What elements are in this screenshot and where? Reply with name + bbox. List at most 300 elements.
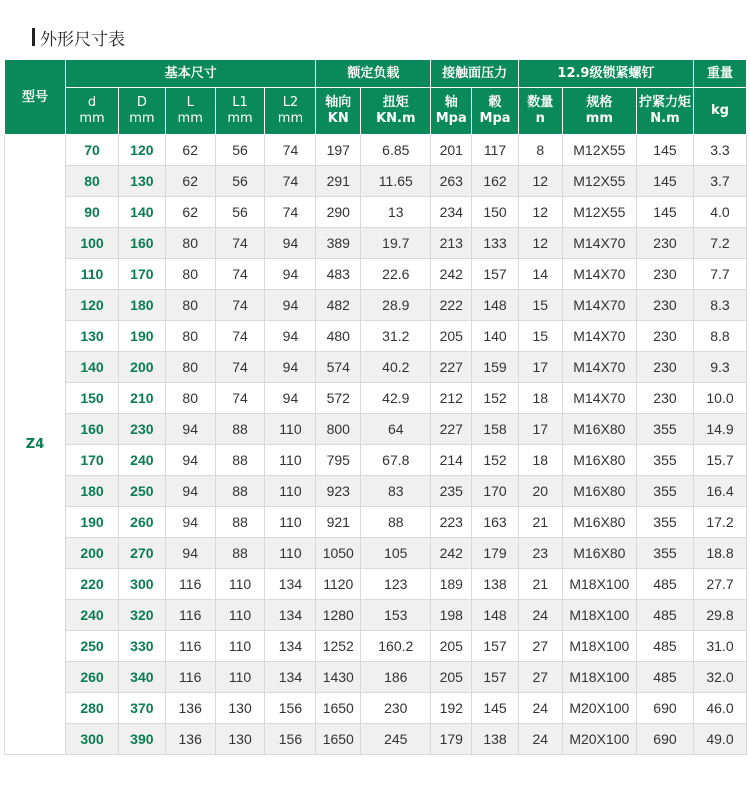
table-cell: 88	[215, 445, 265, 476]
column-header	[562, 88, 636, 135]
table-cell: 157	[472, 662, 519, 693]
table-cell: 31.0	[693, 631, 746, 662]
column-name: D	[136, 95, 147, 110]
table-cell: 263	[431, 166, 472, 197]
table-cell: 17	[518, 414, 562, 445]
column-unit: mm	[227, 111, 253, 126]
table-cell: 180	[118, 290, 165, 321]
table-row	[5, 228, 747, 259]
column-unit: KN	[327, 111, 349, 126]
table-cell: 15	[518, 290, 562, 321]
column-unit: KN.m	[376, 111, 416, 126]
table-cell: 9.3	[693, 352, 746, 383]
table-cell: 190	[66, 507, 119, 538]
column-name: 扭矩	[382, 95, 409, 110]
table-cell: 250	[118, 476, 165, 507]
table-cell: 148	[472, 290, 519, 321]
table-cell: 130	[215, 693, 265, 724]
table-cell: 42.9	[361, 383, 431, 414]
table-cell: 8.8	[693, 321, 746, 352]
table-cell: 74	[215, 228, 265, 259]
column-unit: kg	[711, 103, 729, 118]
table-cell: 88	[215, 414, 265, 445]
table-cell: 690	[636, 724, 693, 755]
table-cell: 485	[636, 600, 693, 631]
table-cell: 74	[215, 259, 265, 290]
table-cell: 24	[518, 693, 562, 724]
table-cell: 56	[215, 197, 265, 228]
table-cell: 134	[265, 662, 316, 693]
table-cell: 80	[165, 321, 215, 352]
column-header	[431, 88, 472, 135]
table-cell: 205	[431, 631, 472, 662]
table-cell: 690	[636, 693, 693, 724]
table-cell: 170	[66, 445, 119, 476]
table-cell: 15	[518, 321, 562, 352]
table-cell: 230	[361, 693, 431, 724]
column-unit: n	[535, 111, 545, 126]
column-name: 毂	[488, 95, 502, 110]
table-cell: 62	[165, 197, 215, 228]
table-cell: 133	[472, 228, 519, 259]
table-cell: 140	[118, 197, 165, 228]
column-header	[518, 88, 562, 135]
table-cell: M20X100	[562, 693, 636, 724]
table-cell: 40.2	[361, 352, 431, 383]
column-header	[361, 88, 431, 135]
table-cell: 140	[472, 321, 519, 352]
table-row	[5, 445, 747, 476]
table-cell: 480	[316, 321, 361, 352]
table-cell: 74	[215, 321, 265, 352]
table-row	[5, 538, 747, 569]
table-cell: 110	[265, 538, 316, 569]
table-row	[5, 197, 747, 228]
table-row	[5, 724, 747, 755]
table-cell: 190	[118, 321, 165, 352]
column-header	[165, 88, 215, 135]
table-cell: 134	[265, 569, 316, 600]
column-unit: mm	[79, 111, 105, 126]
table-cell: 389	[316, 228, 361, 259]
table-cell: 88	[215, 476, 265, 507]
column-header	[265, 88, 316, 135]
table-cell: 250	[66, 631, 119, 662]
table-cell: 280	[66, 693, 119, 724]
table-cell: 80	[165, 352, 215, 383]
table-cell: M14X70	[562, 259, 636, 290]
table-cell: 230	[636, 290, 693, 321]
table-cell: 192	[431, 693, 472, 724]
table-cell: 80	[165, 290, 215, 321]
table-cell: M18X100	[562, 569, 636, 600]
column-unit: mm	[177, 111, 203, 126]
column-name: 轴向	[325, 95, 352, 110]
table-cell: 110	[265, 414, 316, 445]
table-cell: 355	[636, 538, 693, 569]
table-cell: 163	[472, 507, 519, 538]
table-cell: 1650	[316, 693, 361, 724]
table-cell: 145	[636, 135, 693, 166]
column-name: 拧紧力矩	[638, 95, 691, 110]
table-cell: 110	[265, 476, 316, 507]
table-cell: 145	[636, 166, 693, 197]
table-cell: 148	[472, 600, 519, 631]
table-cell: 70	[66, 135, 119, 166]
table-cell: 1280	[316, 600, 361, 631]
column-name: 轴	[444, 95, 458, 110]
table-cell: M18X100	[562, 631, 636, 662]
table-cell: 189	[431, 569, 472, 600]
table-cell: 200	[118, 352, 165, 383]
sub-header-row	[5, 88, 747, 135]
column-name: L	[186, 95, 194, 110]
table-row	[5, 662, 747, 693]
table-cell: 13	[361, 197, 431, 228]
table-cell: 110	[215, 631, 265, 662]
table-cell: 116	[165, 600, 215, 631]
table-cell: 230	[636, 352, 693, 383]
table-cell: 74	[215, 290, 265, 321]
table-cell: 32.0	[693, 662, 746, 693]
table-cell: 230	[118, 414, 165, 445]
table-cell: 24	[518, 600, 562, 631]
table-cell: 80	[66, 166, 119, 197]
table-cell: 138	[472, 569, 519, 600]
table-cell: 28.9	[361, 290, 431, 321]
table-cell: M16X80	[562, 476, 636, 507]
table-row	[5, 352, 747, 383]
table-cell: 355	[636, 414, 693, 445]
table-cell: 94	[265, 290, 316, 321]
table-cell: M14X70	[562, 383, 636, 414]
table-cell: 120	[118, 135, 165, 166]
table-cell: 355	[636, 507, 693, 538]
table-cell: 157	[472, 631, 519, 662]
table-cell: 56	[215, 166, 265, 197]
table-cell: 482	[316, 290, 361, 321]
table-cell: 572	[316, 383, 361, 414]
table-cell: 12	[518, 197, 562, 228]
table-cell: 123	[361, 569, 431, 600]
table-cell: 162	[472, 166, 519, 197]
table-cell: 156	[265, 724, 316, 755]
column-header	[693, 88, 746, 135]
table-cell: 49.0	[693, 724, 746, 755]
table-cell: 80	[165, 383, 215, 414]
table-cell: 11.65	[361, 166, 431, 197]
table-cell: 74	[265, 135, 316, 166]
table-cell: 140	[66, 352, 119, 383]
table-cell: 291	[316, 166, 361, 197]
table-cell: 260	[66, 662, 119, 693]
table-cell: 117	[472, 135, 519, 166]
table-cell: 88	[215, 538, 265, 569]
column-unit: mm	[585, 111, 613, 126]
column-name: 数量	[527, 95, 554, 110]
table-cell: 230	[636, 321, 693, 352]
table-cell: 923	[316, 476, 361, 507]
table-cell: 330	[118, 631, 165, 662]
model-cell: Z4	[5, 135, 66, 755]
table-cell: 159	[472, 352, 519, 383]
table-cell: 370	[118, 693, 165, 724]
table-cell: 74	[215, 383, 265, 414]
table-cell: 94	[165, 445, 215, 476]
table-cell: 136	[165, 724, 215, 755]
table-cell: 94	[165, 538, 215, 569]
table-cell: 160	[118, 228, 165, 259]
table-cell: 94	[265, 321, 316, 352]
table-row	[5, 507, 747, 538]
group-pressure-header: 接触面压力	[431, 60, 519, 88]
column-header	[636, 88, 693, 135]
table-cell: 4.0	[693, 197, 746, 228]
table-cell: 150	[472, 197, 519, 228]
table-cell: M18X100	[562, 600, 636, 631]
table-cell: 355	[636, 476, 693, 507]
column-name: L1	[232, 95, 248, 110]
table-cell: 130	[215, 724, 265, 755]
table-cell: 116	[165, 662, 215, 693]
table-cell: 64	[361, 414, 431, 445]
table-cell: 16.4	[693, 476, 746, 507]
table-cell: 1050	[316, 538, 361, 569]
table-cell: 62	[165, 166, 215, 197]
table-cell: 29.8	[693, 600, 746, 631]
table-cell: 105	[361, 538, 431, 569]
table-cell: 300	[118, 569, 165, 600]
table-cell: 230	[636, 228, 693, 259]
table-cell: 138	[472, 724, 519, 755]
table-cell: 67.8	[361, 445, 431, 476]
table-cell: 180	[66, 476, 119, 507]
section-title	[32, 25, 125, 49]
table-cell: 227	[431, 414, 472, 445]
table-cell: 22.6	[361, 259, 431, 290]
table-cell: 795	[316, 445, 361, 476]
table-cell: M20X100	[562, 724, 636, 755]
table-cell: 19.7	[361, 228, 431, 259]
column-name: 规格	[586, 95, 613, 110]
table-cell: 153	[361, 600, 431, 631]
table-cell: M12X55	[562, 135, 636, 166]
table-cell: 290	[316, 197, 361, 228]
column-unit: mm	[277, 111, 304, 126]
table-cell: 800	[316, 414, 361, 445]
table-cell: 94	[265, 259, 316, 290]
column-unit: Mpa	[435, 111, 467, 126]
table-cell: 10.0	[693, 383, 746, 414]
table-cell: 227	[431, 352, 472, 383]
table-cell: 197	[316, 135, 361, 166]
table-cell: 240	[118, 445, 165, 476]
table-cell: 157	[472, 259, 519, 290]
table-cell: 18	[518, 445, 562, 476]
table-row	[5, 383, 747, 414]
table-cell: 110	[215, 569, 265, 600]
table-cell: 1252	[316, 631, 361, 662]
table-cell: 94	[165, 507, 215, 538]
table-cell: 100	[66, 228, 119, 259]
table-cell: 179	[431, 724, 472, 755]
table-cell: 156	[265, 693, 316, 724]
table-cell: 80	[165, 228, 215, 259]
table-cell: 320	[118, 600, 165, 631]
table-cell: M16X80	[562, 445, 636, 476]
table-cell: 198	[431, 600, 472, 631]
table-cell: 80	[165, 259, 215, 290]
table-cell: 234	[431, 197, 472, 228]
table-cell: 17	[518, 352, 562, 383]
table-cell: 94	[265, 383, 316, 414]
table-cell: 8.3	[693, 290, 746, 321]
table-cell: 6.85	[361, 135, 431, 166]
table-cell: 230	[636, 259, 693, 290]
column-header	[118, 88, 165, 135]
column-name: d	[87, 95, 97, 110]
column-unit: Mpa	[479, 111, 511, 126]
table-cell: 46.0	[693, 693, 746, 724]
table-cell: 240	[66, 600, 119, 631]
table-cell: 152	[472, 445, 519, 476]
table-cell: 74	[215, 352, 265, 383]
table-cell: 94	[165, 414, 215, 445]
table-row	[5, 259, 747, 290]
table-cell: 94	[265, 228, 316, 259]
table-cell: 18	[518, 383, 562, 414]
table-cell: 235	[431, 476, 472, 507]
table-cell: 152	[472, 383, 519, 414]
column-header	[66, 88, 119, 135]
table-cell: 574	[316, 352, 361, 383]
table-cell: 27	[518, 662, 562, 693]
table-cell: M16X80	[562, 414, 636, 445]
table-row	[5, 321, 747, 352]
table-cell: 340	[118, 662, 165, 693]
group-bolt-header: 12.9级锁紧螺钉	[518, 60, 693, 88]
table-cell: 24	[518, 724, 562, 755]
table-cell: 110	[215, 662, 265, 693]
title-accent-bar	[32, 28, 35, 46]
table-body	[5, 135, 747, 755]
table-cell: 17.2	[693, 507, 746, 538]
table-cell: 3.3	[693, 135, 746, 166]
table-cell: 485	[636, 569, 693, 600]
table-cell: 94	[165, 476, 215, 507]
table-cell: M14X70	[562, 321, 636, 352]
table-row	[5, 693, 747, 724]
table-cell: 170	[472, 476, 519, 507]
table-cell: 12	[518, 166, 562, 197]
table-cell: 21	[518, 569, 562, 600]
table-cell: 201	[431, 135, 472, 166]
table-cell: 158	[472, 414, 519, 445]
table-row	[5, 166, 747, 197]
column-header	[472, 88, 519, 135]
table-row	[5, 414, 747, 445]
table-cell: 390	[118, 724, 165, 755]
table-cell: 31.2	[361, 321, 431, 352]
table-cell: 242	[431, 538, 472, 569]
table-cell: 355	[636, 445, 693, 476]
table-cell: 3.7	[693, 166, 746, 197]
table-cell: 7.7	[693, 259, 746, 290]
table-row	[5, 600, 747, 631]
table-cell: 485	[636, 662, 693, 693]
column-header	[316, 88, 361, 135]
table-cell: 56	[215, 135, 265, 166]
table-cell: 14.9	[693, 414, 746, 445]
table-cell: 83	[361, 476, 431, 507]
table-cell: 134	[265, 631, 316, 662]
table-cell: 62	[165, 135, 215, 166]
table-cell: 145	[472, 693, 519, 724]
table-cell: M14X70	[562, 228, 636, 259]
table-cell: 210	[118, 383, 165, 414]
group-load-header: 额定负载	[316, 60, 431, 88]
table-row	[5, 476, 747, 507]
table-cell: 8	[518, 135, 562, 166]
table-row	[5, 135, 747, 166]
table-cell: 110	[215, 600, 265, 631]
table-cell: 1120	[316, 569, 361, 600]
table-cell: 88	[215, 507, 265, 538]
table-cell: 27	[518, 631, 562, 662]
table-cell: 260	[118, 507, 165, 538]
table-cell: M18X100	[562, 662, 636, 693]
table-cell: 27.7	[693, 569, 746, 600]
table-cell: 90	[66, 197, 119, 228]
table-cell: 242	[431, 259, 472, 290]
table-cell: 150	[66, 383, 119, 414]
table-cell: 212	[431, 383, 472, 414]
table-row	[5, 631, 747, 662]
dimension-table	[4, 59, 747, 755]
table-cell: 223	[431, 507, 472, 538]
table-cell: 136	[165, 693, 215, 724]
table-cell: 270	[118, 538, 165, 569]
table-cell: 160	[66, 414, 119, 445]
table-cell: 170	[118, 259, 165, 290]
table-cell: M14X70	[562, 352, 636, 383]
table-cell: 200	[66, 538, 119, 569]
model-header: 型号	[5, 60, 66, 135]
column-header	[215, 88, 265, 135]
table-cell: 222	[431, 290, 472, 321]
table-cell: 20	[518, 476, 562, 507]
table-cell: 485	[636, 631, 693, 662]
table-cell: 179	[472, 538, 519, 569]
table-cell: 7.2	[693, 228, 746, 259]
table-cell: 74	[265, 166, 316, 197]
column-name: L2	[282, 95, 299, 110]
table-cell: 220	[66, 569, 119, 600]
table-cell: 483	[316, 259, 361, 290]
table-cell: 130	[118, 166, 165, 197]
weight-header: 重量	[693, 60, 746, 88]
table-cell: 74	[265, 197, 316, 228]
table-cell: 120	[66, 290, 119, 321]
table-cell: 300	[66, 724, 119, 755]
table-row	[5, 569, 747, 600]
table-cell: 110	[265, 445, 316, 476]
table-cell: 205	[431, 662, 472, 693]
table-cell: 160.2	[361, 631, 431, 662]
table-cell: M12X55	[562, 197, 636, 228]
table-cell: 145	[636, 197, 693, 228]
table-cell: 94	[265, 352, 316, 383]
